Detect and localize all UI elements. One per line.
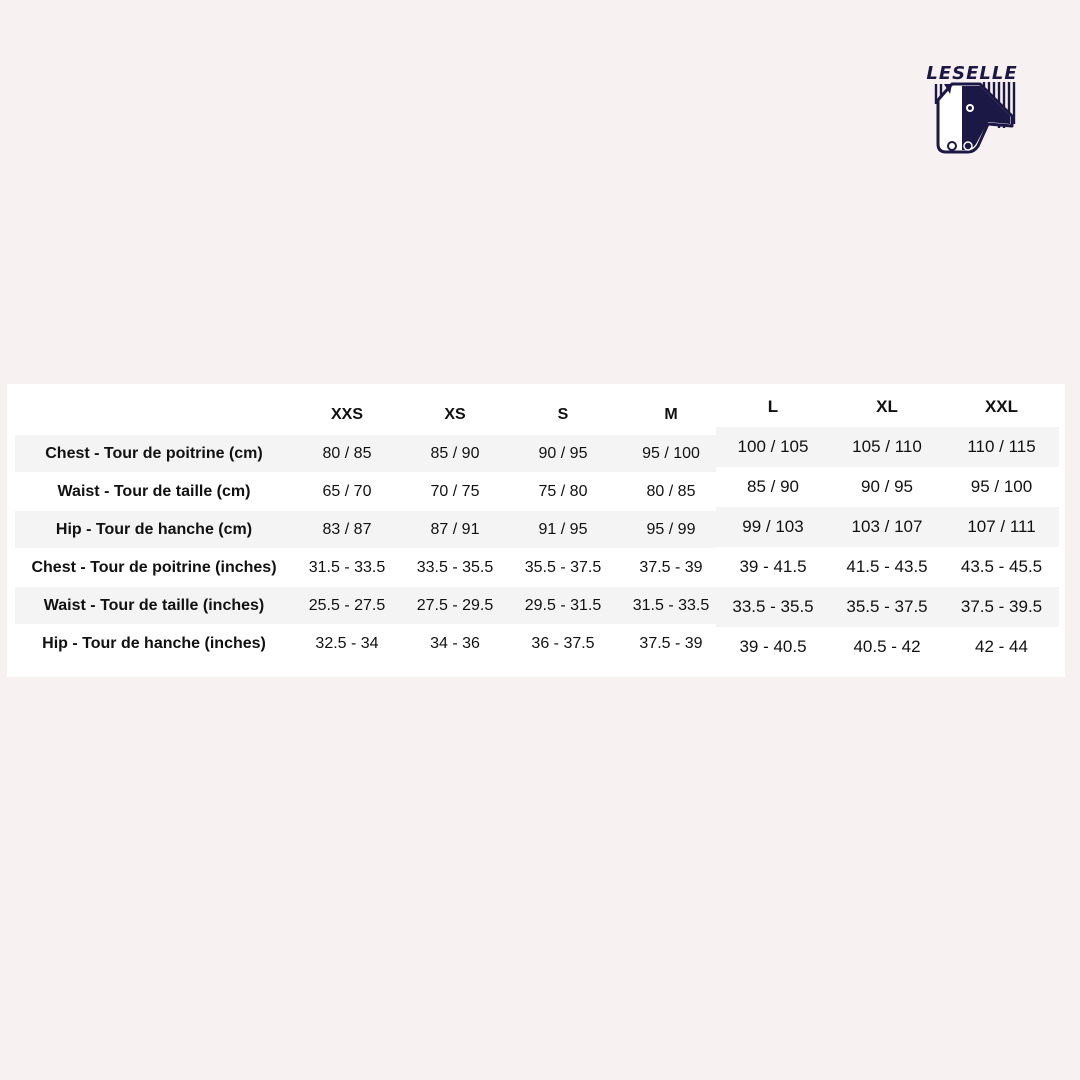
table-cell: 80 / 85 [646, 482, 696, 500]
size-header-xl: XL [876, 397, 898, 416]
size-header-l: L [767, 397, 779, 416]
table-cell: 43.5 - 45.5 [960, 557, 1043, 576]
table-cell: 37.5 - 39.5 [960, 597, 1043, 616]
row-label: Chest - Tour de poitrine (inches) [31, 558, 277, 576]
table-cell: 70 / 75 [430, 482, 480, 500]
table-cell: 100 / 105 [737, 437, 809, 456]
table-cell: 80 / 85 [322, 444, 372, 462]
table-cell: 39 - 40.5 [739, 637, 807, 656]
table-row-hip-cm [15, 511, 716, 548]
size-header-row [15, 400, 716, 430]
table-row-chest-cm [15, 435, 716, 472]
table-cell: 75 / 80 [538, 482, 588, 500]
table-row-hip-cm [716, 507, 1059, 547]
table-row-waist-inches [15, 587, 716, 624]
table-cell: 27.5 - 29.5 [416, 596, 494, 614]
table-cell: 36 - 37.5 [531, 634, 595, 652]
table-cell: 34 - 36 [430, 634, 480, 652]
horse-logo-icon [922, 60, 1022, 155]
table-cell: 37.5 - 39 [639, 558, 703, 576]
table-cell: 35.5 - 37.5 [524, 558, 602, 576]
table-cell: 85 / 90 [747, 477, 799, 496]
table-row-hip-inches [15, 625, 716, 662]
table-cell: 65 / 70 [322, 482, 372, 500]
table-cell: 95 / 100 [642, 444, 700, 462]
table-cell: 91 / 95 [538, 520, 588, 538]
table-row-chest-cm [716, 427, 1059, 467]
table-row-hip-inches [716, 627, 1059, 667]
table-row-chest-inches [716, 547, 1059, 587]
size-header-s: S [557, 406, 569, 423]
brand-wordmark: LESELLE [926, 63, 1018, 84]
table-cell: 29.5 - 31.5 [524, 596, 602, 614]
table-cell: 95 / 100 [970, 477, 1033, 496]
table-cell: 31.5 - 33.5 [308, 558, 386, 576]
size-header-xxl: XXL [984, 397, 1019, 416]
row-label: Waist - Tour de taille (cm) [57, 482, 251, 500]
table-cell: 40.5 - 42 [853, 637, 921, 656]
table-cell: 87 / 91 [430, 520, 480, 538]
size-header-m: M [664, 406, 678, 423]
table-row-waist-cm [15, 473, 716, 510]
brand-logo [922, 60, 1022, 155]
table-cell: 95 / 99 [646, 520, 696, 538]
table-cell: 85 / 90 [430, 444, 480, 462]
row-label: Chest - Tour de poitrine (cm) [45, 444, 263, 462]
table-cell: 37.5 - 39 [639, 634, 703, 652]
table-row-chest-inches [15, 549, 716, 586]
table-cell: 110 / 115 [967, 437, 1036, 456]
table-cell: 39 - 41.5 [739, 557, 807, 576]
row-label: Waist - Tour de taille (inches) [43, 596, 265, 614]
table-cell: 41.5 - 43.5 [846, 557, 928, 576]
size-chart-table [7, 384, 1065, 677]
size-header-xs: XS [444, 406, 466, 423]
table-row-waist-cm [716, 467, 1059, 507]
table-cell: 42 - 44 [975, 637, 1028, 656]
size-header-row [716, 392, 1059, 422]
size-header-xxs: XXS [330, 406, 363, 423]
table-cell: 83 / 87 [322, 520, 372, 538]
table-cell: 103 / 107 [851, 517, 923, 536]
table-row-waist-inches [716, 587, 1059, 627]
table-cell: 90 / 95 [861, 477, 913, 496]
table-cell: 90 / 95 [538, 444, 588, 462]
table-cell: 107 / 111 [967, 517, 1036, 536]
table-cell: 31.5 - 33.5 [632, 596, 710, 614]
row-label: Hip - Tour de hanche (inches) [42, 634, 266, 652]
table-cell: 33.5 - 35.5 [416, 558, 494, 576]
table-cell: 105 / 110 [852, 437, 922, 456]
table-cell: 35.5 - 37.5 [846, 597, 928, 616]
table-cell: 25.5 - 27.5 [308, 596, 386, 614]
row-label: Hip - Tour de hanche (cm) [55, 520, 253, 538]
table-cell: 99 / 103 [742, 517, 804, 536]
table-cell: 33.5 - 35.5 [732, 597, 814, 616]
table-cell: 32.5 - 34 [315, 634, 379, 652]
